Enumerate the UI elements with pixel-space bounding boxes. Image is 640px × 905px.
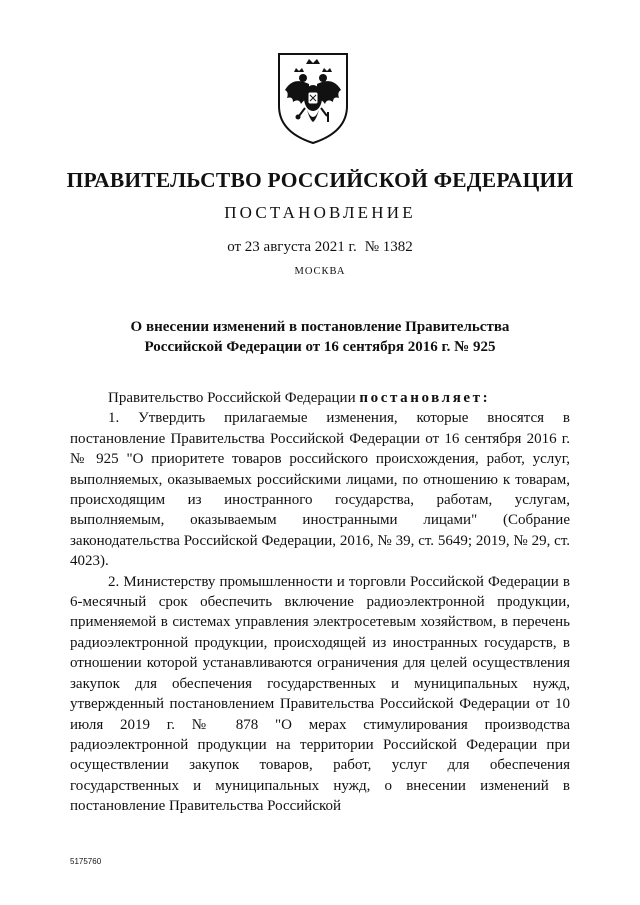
decree-number: № 1382 [364,239,413,255]
intro-paragraph [70,388,570,408]
title-line: О внесении изменений в постановление Правительства [130,319,510,335]
intro-subject: Правительство Российской Федерации [108,390,360,406]
document-body [70,388,570,817]
intro-verb: постановляет: [359,390,491,406]
document-type: ПОСТАНОВЛЕНИЕ [224,203,416,222]
document-code: 5175760 [70,857,102,866]
title-line: Российской Федерации от 16 сентября 2016 г. № 925 [144,339,496,355]
document-title [0,317,640,357]
city: МОСКВА [294,266,346,277]
date-line [0,239,640,256]
paragraph-2: 2. Министерству промышленности и торговли Российской Федерации в 6-месячный срок обеспечить включение радиоэлектронной продукции, применяемой в системах управления электросетевым хозяйством, в перечень радиоэлектронной продукции, происходящей из иностранных государств, в отношении которой устанавливаются ограничения для целей осуществления закупок для обеспечения государственных и муниципальных нужд, утвержденный постановлением Правительства Российской Федерации от 10 июля 2019 г. № 878 "О мерах стимулирования производства радиоэлектронной продукции на территории Российской Федерации при осуществлении закупок товаров, работ, услуг для обеспечения государственных и муниципальных нужд, о внесении изменений в постановление Правительства Российской [70,573,570,815]
coat-of-arms-icon [275,50,351,146]
decree-date: от 23 августа 2021 г. [227,239,357,255]
government-heading: ПРАВИТЕЛЬСТВО РОССИЙСКОЙ ФЕДЕРАЦИИ [66,168,574,192]
paragraph-1: 1. Утвердить прилагаемые изменения, которые вносятся в постановление Правительства Российской Федерации от 16 сентября 2016 г. № 925 "О приоритете товаров российского происхождения, работ, услуг, выполняемых, оказываемых российскими лицами, по отношению к товарам, происходящим из иностранного государства, работам, услугам, выполняемым, оказываемым иностранными лицами" (Собрание законодательства Российской Федерации, 2016, № 39, ст. 5649; 2019, № 29, ст. 4023). [70,410,570,570]
